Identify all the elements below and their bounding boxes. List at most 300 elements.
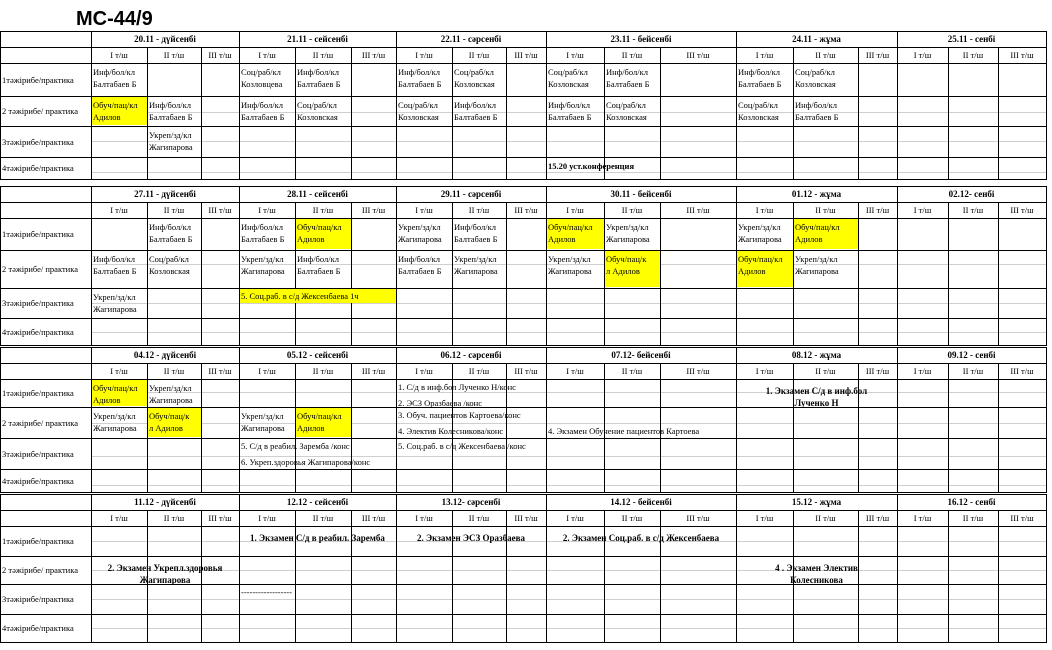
exam-block: 4 . Экзамен Электив [775,563,858,573]
slot-header: ІІІ т/ш [686,205,710,215]
class-entry: Козловская [454,79,495,89]
grid-line [351,202,352,345]
row-label: 2 тәжірибе/ практика [2,418,78,428]
note-text: 3. Обуч. пациентов Картоева/конс [398,410,521,420]
row-label: 4тәжірибе/практика [2,327,74,337]
day-header: 08.12 - жұма [791,350,842,360]
class-entry: Адилов [738,266,766,276]
class-entry: Укреп/зд/кл [398,222,441,232]
slot-header: ІІ т/ш [163,513,185,523]
grid-line [0,47,1046,48]
day-header: 04.12 - дүйсенбі [133,350,197,360]
note-text: 15.20 уст.конференция [548,161,635,171]
class-entry: Жагипарова [738,234,782,244]
class-entry: Балтабаев Б [149,112,193,122]
grid-line [0,186,1046,187]
class-entry: Укреп/зд/кл [241,254,284,264]
note-text: 5. Соц.раб. в с/д Жексенбаева 1ч [241,291,359,301]
grid-line [0,345,1046,346]
class-entry: Укреп/зд/кл [93,292,136,302]
grid-line [1046,186,1047,346]
class-entry: Адилов [548,234,576,244]
class-entry: Жагипарова [93,304,137,314]
grid-line [660,202,661,345]
grid-line [91,485,1046,486]
grid-line [295,47,296,179]
grid-line [91,456,1046,457]
class-entry: Балтабаев Б [606,79,650,89]
grid-line [0,96,1046,97]
row-label: 3тәжірибе/практика [2,449,74,459]
class-entry: Обуч/пац/к [606,254,647,264]
class-entry: Инф/бол/кл [398,254,440,264]
class-entry: Соц/раб/кл [606,100,646,110]
grid-line [1046,31,1047,180]
slot-header: ІІІ т/ш [686,366,710,376]
class-entry: Жагипарова [454,266,498,276]
day-header: 06.12 - сәрсенбі [440,350,502,360]
slot-header: ІІ т/ш [621,366,643,376]
day-header: 20.11 - дүйсенбі [134,34,196,44]
day-header: 07.12- бейсенбі [611,350,671,360]
day-header: 29.11 - сәрсенбі [440,189,502,199]
day-header: 13.12- сәрсенбі [441,497,501,507]
class-entry: Жагипарова [398,234,442,244]
day-header: 15.12 - жұма [791,497,842,507]
grid-line [0,31,1,180]
class-entry: Инф/бол/кл [149,100,191,110]
grid-line [201,47,202,179]
slot-header: І т/ш [415,50,433,60]
grid-line [0,379,1046,380]
grid-line [91,141,1046,142]
grid-line [793,47,794,179]
slot-header: ІІІ т/ш [208,513,232,523]
class-entry: Инф/бол/кл [93,254,135,264]
slot-header: ІІ т/ш [312,513,334,523]
grid-line [452,202,453,345]
slot-header: ІІ т/ш [815,513,836,523]
slot-header: ІІІ т/ш [865,205,890,215]
class-entry: Обуч/пац/кл [93,383,138,393]
grid-line [91,172,1046,173]
class-entry: Соц/раб/кл [738,100,778,110]
exam-block: 2. Экзамен Укрепл.здоровья [107,563,223,573]
day-header: 27.11 - дүйсенбі [134,189,196,199]
class-entry: Инф/бол/кл [548,100,590,110]
slot-header: ІІІ т/ш [1010,50,1034,60]
day-header: 21.11 - сейсенбі [287,34,348,44]
class-entry: Балтабаев Б [398,79,442,89]
class-entry: Инф/бол/кл [297,67,339,77]
grid-line [201,363,202,492]
day-header: 30.11 - бейсенбі [610,189,672,199]
row-label: 3тәжірибе/практика [2,298,74,308]
grid-line [0,642,1046,643]
grid-line [948,510,949,642]
grid-line [998,363,999,492]
class-entry: Балтабаев Б [241,234,285,244]
slot-header: І т/ш [258,513,276,523]
class-entry: л Адилов [606,266,640,276]
slot-header: І т/ш [415,205,433,215]
class-entry: Козловцева [241,79,283,89]
slot-header: ІІІ т/ш [514,205,538,215]
note-text: 4. Электив Колесникова/конс [398,426,504,436]
row-label: 2 тәжірибе/ практика [2,106,78,116]
class-entry: Балтабаев Б [149,234,193,244]
day-header: 02.12- сенбі [948,189,995,199]
class-entry: л Адилов [149,423,183,433]
day-header: 28.11 - сейсенбі [287,189,348,199]
class-entry: Укреп/зд/кл [454,254,497,264]
class-entry: Балтабаев Б [297,266,341,276]
grid-line [0,218,1046,219]
day-header: 09.12 - сенбі [947,350,996,360]
class-entry: Укреп/зд/кл [241,411,284,421]
slot-header: ІІІ т/ш [208,50,232,60]
grid-line [0,556,1046,557]
slot-header: І т/ш [415,366,433,376]
grid-line [0,250,1046,251]
grid-line [147,202,148,345]
grid-line [660,47,661,179]
grid-line [1046,347,1047,493]
slot-header: І т/ш [566,205,584,215]
class-entry: Укреп/зд/кл [93,411,136,421]
class-entry: Козловская [606,112,647,122]
class-entry: Инф/бол/кл [795,100,837,110]
grid-line [91,332,1046,333]
class-entry: Инф/бол/кл [454,222,496,232]
slot-header: ІІ т/ш [312,205,334,215]
exam-block: Лученко Н [794,398,839,408]
row-label: 1тәжірибе/практика [2,388,74,398]
grid-line [0,510,1046,511]
slot-header: ІІІ т/ш [865,50,890,60]
exam-block: 1. Экзамен С/д в реабил. Заремба [250,533,385,543]
slot-header: ІІ т/ш [163,366,185,376]
class-entry: Укреп/зд/кл [795,254,838,264]
note-text: 6. Укреп.здоровья Жагипарова/конс [241,457,371,467]
class-entry: Адилов [93,112,121,122]
class-entry: Балтабаев Б [454,234,498,244]
day-header: 16.12 - сенбі [947,497,996,507]
row-label: 3тәжірибе/практика [2,137,74,147]
class-entry: Жагипарова [149,142,193,152]
class-entry: Обуч/пац/кл [93,100,138,110]
class-entry: Козловская [548,79,589,89]
row-label: 4тәжірибе/практика [2,476,74,486]
row-label: 1тәжірибе/практика [2,229,74,239]
class-entry: Адилов [795,234,823,244]
grid-line [793,363,794,492]
slot-header: ІІ т/ш [962,205,984,215]
grid-line [0,614,1046,615]
grid-line [0,492,1046,493]
slot-header: ІІ т/ш [468,205,490,215]
grid-line [948,202,949,345]
day-header: 23.11 - бейсенбі [610,34,672,44]
class-entry: Обуч/пац/к [149,411,190,421]
slot-header: ІІІ т/ш [865,366,890,376]
slot-header: І т/ш [755,513,774,523]
grid-line [0,186,1,346]
class-entry: Козловская [795,79,836,89]
note-text: ------------------ [241,587,292,597]
grid-line [506,510,507,642]
row-label: 2 тәжірибе/ практика [2,264,78,274]
slot-header: І т/ш [566,366,584,376]
grid-line [506,202,507,345]
slot-header: ІІІ т/ш [1010,205,1034,215]
slot-header: ІІІ т/ш [208,205,232,215]
class-entry: Жагипарова [241,423,285,433]
grid-line [604,510,605,642]
slot-header: І т/ш [913,50,932,60]
grid-line [0,438,1046,439]
note-text: 2. ЭСЗ Оразбаева /конс [398,398,482,408]
slot-header: ІІ т/ш [962,50,984,60]
grid-line [998,47,999,179]
class-entry: Балтабаев Б [93,266,137,276]
class-entry: Адилов [93,395,121,405]
grid-line [0,126,1046,127]
slot-header: ІІ т/ш [468,366,490,376]
class-entry: Балтабаев Б [548,112,592,122]
slot-header: І т/ш [755,50,774,60]
grid-line [858,202,859,345]
day-header: 05.12 - сейсенбі [286,350,349,360]
class-entry: Инф/бол/кл [241,222,283,232]
slot-header: І т/ш [110,366,128,376]
slot-header: ІІ т/ш [312,50,334,60]
grid-line [858,363,859,492]
slot-header: ІІІ т/ш [361,513,386,523]
row-label: 3тәжірибе/практика [2,594,74,604]
grid-line [0,179,1046,180]
slot-header: І т/ш [913,513,932,523]
slot-header: І т/ш [110,50,128,60]
slot-header: ІІІ т/ш [514,366,538,376]
slot-header: І т/ш [258,205,276,215]
day-header: 14.12 - бейсенбі [610,497,672,507]
grid-line [998,202,999,345]
row-label: 2 тәжірибе/ практика [2,565,78,575]
slot-header: ІІІ т/ш [1010,513,1034,523]
class-entry: Укреп/зд/кл [149,383,192,393]
grid-line [91,628,1046,629]
class-entry: Обуч/пац/кл [738,254,783,264]
slot-header: ІІІ т/ш [361,366,386,376]
class-entry: Балтабаев Б [241,112,285,122]
slot-header: ІІ т/ш [163,205,185,215]
grid-line [201,202,202,345]
grid-line [0,347,1,493]
note-text: 4. Экзамен Обучение пациентов Картоева [548,426,700,436]
slot-header: ІІІ т/ш [686,513,710,523]
slot-header: І т/ш [258,366,276,376]
day-header: 01.12 - жұма [791,189,842,199]
grid-line [452,47,453,179]
slot-header: ІІІ т/ш [514,50,538,60]
grid-line [948,47,949,179]
exam-block: 2. Экзамен ЭСЗ Оразбаева [417,533,525,543]
class-entry: Балтабаев Б [297,79,341,89]
grid-line [0,494,1,643]
class-entry: Балтабаев Б [738,79,782,89]
class-entry: Инф/бол/кл [738,67,780,77]
exam-block: 1. Экзамен С/д в инф.бол [765,386,868,396]
note-text: 5. Соц.раб. в с/д Жексенбаева /конс [398,441,526,451]
class-entry: Адилов [297,423,325,433]
day-header: 24.11 - жұма [792,34,841,44]
grid-line [0,363,1046,364]
grid-line [506,47,507,179]
grid-line [0,157,1046,158]
day-header: 25.11 - сенбі [947,34,996,44]
class-entry: Балтабаев Б [795,112,839,122]
grid-line [147,47,148,179]
day-header: 12.12 - сейсенбі [286,497,349,507]
class-entry: Жагипарова [548,266,592,276]
grid-line [351,510,352,642]
class-entry: Инф/бол/кл [606,67,648,77]
class-entry: Соц/раб/кл [795,67,835,77]
class-entry: Соц/раб/кл [548,67,588,77]
exam-block: Жагипарова [139,575,191,585]
slot-header: ІІІ т/ш [686,50,710,60]
class-entry: Балтабаев Б [93,79,137,89]
class-entry: Инф/бол/кл [241,100,283,110]
class-entry: Обуч/пац/кл [548,222,593,232]
class-entry: Укреп/зд/кл [738,222,781,232]
class-entry: Соц/раб/кл [454,67,494,77]
grid-line [295,510,296,642]
grid-line [0,469,1046,470]
class-entry: Укреп/зд/кл [548,254,591,264]
slot-header: ІІ т/ш [962,513,984,523]
slot-header: ІІІ т/ш [865,513,890,523]
class-entry: Соц/раб/кл [398,100,438,110]
slot-header: ІІ т/ш [163,50,185,60]
slot-header: І т/ш [566,513,584,523]
grid-line [91,392,1046,393]
slot-header: ІІ т/ш [962,366,984,376]
grid-line [0,526,1046,527]
slot-header: І т/ш [110,205,128,215]
note-text: 1. С/д в инф.бол Лученко Н/конс [398,382,516,392]
grid-line [0,347,1046,348]
slot-header: ІІІ т/ш [208,366,232,376]
slot-header: ІІ т/ш [621,513,643,523]
grid-line [351,363,352,492]
slot-header: І т/ш [913,205,932,215]
grid-line [858,47,859,179]
class-entry: Инф/бол/кл [454,100,496,110]
day-header: 22.11 - сәрсенбі [440,34,502,44]
slot-header: ІІ т/ш [468,50,490,60]
note-text: 5. С/д в реабил. Заремба /конс [241,441,350,451]
grid-line [0,202,1046,203]
class-entry: Инф/бол/кл [149,222,191,232]
grid-line [351,47,352,179]
class-entry: Соц/раб/кл [149,254,189,264]
class-entry: Укреп/зд/кл [606,222,649,232]
class-entry: Обуч/пац/кл [297,222,342,232]
grid-line [452,510,453,642]
slot-header: І т/ш [415,513,433,523]
slot-header: І т/ш [566,50,584,60]
grid-line [0,494,1046,495]
slot-header: ІІІ т/ш [1010,366,1034,376]
grid-line [1046,494,1047,643]
row-label: 4тәжірибе/практика [2,163,74,173]
class-entry: Козловская [297,112,338,122]
slot-header: І т/ш [110,513,128,523]
slot-header: ІІ т/ш [468,513,490,523]
class-entry: Соц/раб/кл [297,100,337,110]
class-entry: Инф/бол/кл [398,67,440,77]
class-entry: Укреп/зд/кл [149,130,192,140]
slot-header: ІІ т/ш [815,50,836,60]
slot-header: ІІ т/ш [621,205,643,215]
slot-header: І т/ш [755,205,774,215]
grid-line [0,63,1046,64]
class-entry: Козловская [738,112,779,122]
row-label: 1тәжірибе/практика [2,536,74,546]
grid-line [998,510,999,642]
grid-line [91,303,1046,304]
class-entry: Жагипарова [795,266,839,276]
class-entry: Жагипарова [93,423,137,433]
class-entry: Соц/раб/кл [241,67,281,77]
slot-header: ІІІ т/ш [361,50,386,60]
day-header: 11.12 - дүйсенбі [134,497,196,507]
class-entry: Козловская [398,112,439,122]
class-entry: Жагипарова [149,395,193,405]
row-label: 1тәжірибе/практика [2,75,74,85]
grid-line [0,31,1046,32]
class-entry: Инф/бол/кл [93,67,135,77]
slot-header: ІІ т/ш [312,366,334,376]
class-entry: Жагипарова [606,234,650,244]
grid-line [91,423,1046,424]
slot-header: ІІ т/ш [815,205,836,215]
class-entry: Козловская [149,266,190,276]
grid-line [948,363,949,492]
grid-line [0,318,1046,319]
slot-header: І т/ш [258,50,276,60]
slot-header: ІІІ т/ш [514,513,538,523]
grid-line [660,510,661,642]
exam-block: Колесникова [790,575,843,585]
slot-header: ІІ т/ш [815,366,836,376]
slot-header: І т/ш [913,366,932,376]
class-entry: Жагипарова [241,266,285,276]
class-entry: Инф/бол/кл [297,254,339,264]
slot-header: ІІ т/ш [621,50,643,60]
class-entry: Балтабаев Б [398,266,442,276]
class-entry: Балтабаев Б [454,112,498,122]
class-entry: Адилов [297,234,325,244]
grid-line [91,599,1046,600]
slot-header: ІІІ т/ш [361,205,386,215]
class-entry: Обуч/пац/кл [795,222,840,232]
group-title: МС-44/9 [76,8,153,30]
slot-header: І т/ш [755,366,774,376]
grid-line [0,288,1046,289]
